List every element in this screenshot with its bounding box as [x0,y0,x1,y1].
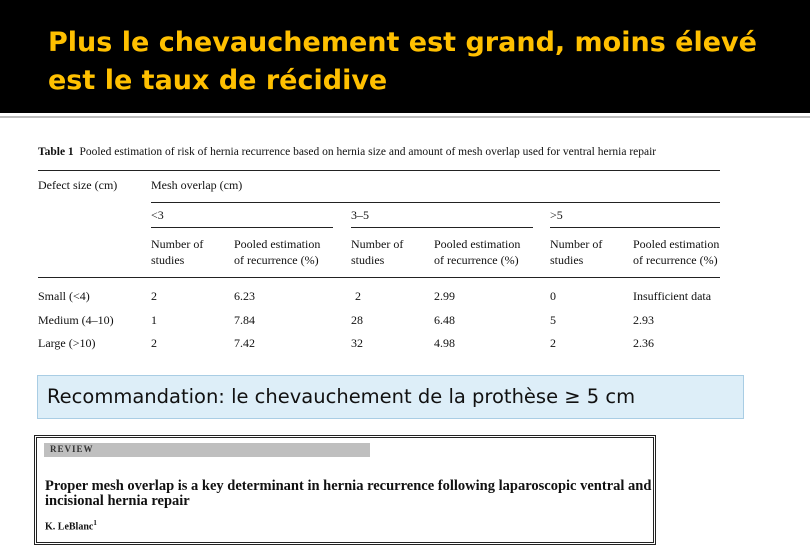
article-excerpt [34,435,656,545]
table-row-size: Large (>10) [38,336,96,350]
group-header-3to5: 3–5 [351,208,369,222]
defect-size-header: Defect size (cm) [38,178,118,192]
table-cell: 7.42 [234,336,255,350]
group-header-lt3: <3 [151,208,164,222]
subheader-studies-lt3: Number of studies [151,237,204,267]
subheader-recurrence-gt5: Pooled estimation of recurrence (%) [633,237,720,267]
table-cell: 1 [151,313,157,327]
table-cell: 6.48 [434,313,455,327]
article-title: Proper mesh overlap is a key determinant in hernia recurrence following laparoscopic ventral and incisional hernia repair [45,478,652,509]
table-caption [38,146,656,158]
author-affiliation-mark: 1 [93,519,97,527]
table-row-size: Medium (4–10) [38,313,114,327]
subheader-studies-gt5: Number of studies [550,237,603,267]
table-row-size: Small (<4) [38,289,90,303]
group-rule-3to5 [351,227,533,228]
table-cell: 2 [151,289,157,303]
table-cell: Insufficient data [633,289,712,303]
subheader-recurrence-3to5: Pooled estimation of recurrence (%) [434,237,521,267]
article-author: K. LeBlanc$^1$ [45,519,97,533]
review-section-label: REVIEW [50,444,94,454]
table-rule-top [38,170,720,171]
table-rule-header [38,277,720,278]
group-rule-gt5 [550,227,720,228]
table-cell: 2 [550,336,556,350]
subheader-recurrence-lt3: Pooled estimation of recurrence (%) [234,237,321,267]
table-cell: 6.23 [234,289,255,303]
group-header-gt5: >5 [550,208,563,222]
recommendation-text: Recommandation: le chevauchement de la prothèse ≥ 5 cm [47,385,636,408]
title-separator [0,116,810,118]
table-cell: 0 [550,289,556,303]
slide-title: Plus le chevauchement est grand, moins élevé est le taux de récidive [48,27,757,96]
table-cell: 2.99 [434,289,455,303]
subheader-studies-3to5: Number of studies [351,237,404,267]
table-cell: 2.93 [633,313,654,327]
table-cell: 32 [351,336,363,350]
table-cell: 28 [351,313,363,327]
table-cell: 2.36 [633,336,654,350]
title-bar [0,0,810,113]
table-cell: 4.98 [434,336,455,350]
table-rule-overlap [151,202,720,203]
table-caption-label: Table 1 [38,146,74,158]
review-section-bar [44,443,370,457]
table-cell: 2 [151,336,157,350]
table-cell: 7.84 [234,313,255,327]
table-caption-text: Pooled estimation of risk of hernia recurrence based on hernia size and amount of mesh overlap used for ventral hernia repair [79,146,657,158]
table-cell: 5 [550,313,556,327]
table-cell: 2 [355,289,361,303]
group-rule-lt3 [151,227,333,228]
mesh-overlap-header: Mesh overlap (cm) [151,178,243,192]
recommendation-box [37,375,744,419]
